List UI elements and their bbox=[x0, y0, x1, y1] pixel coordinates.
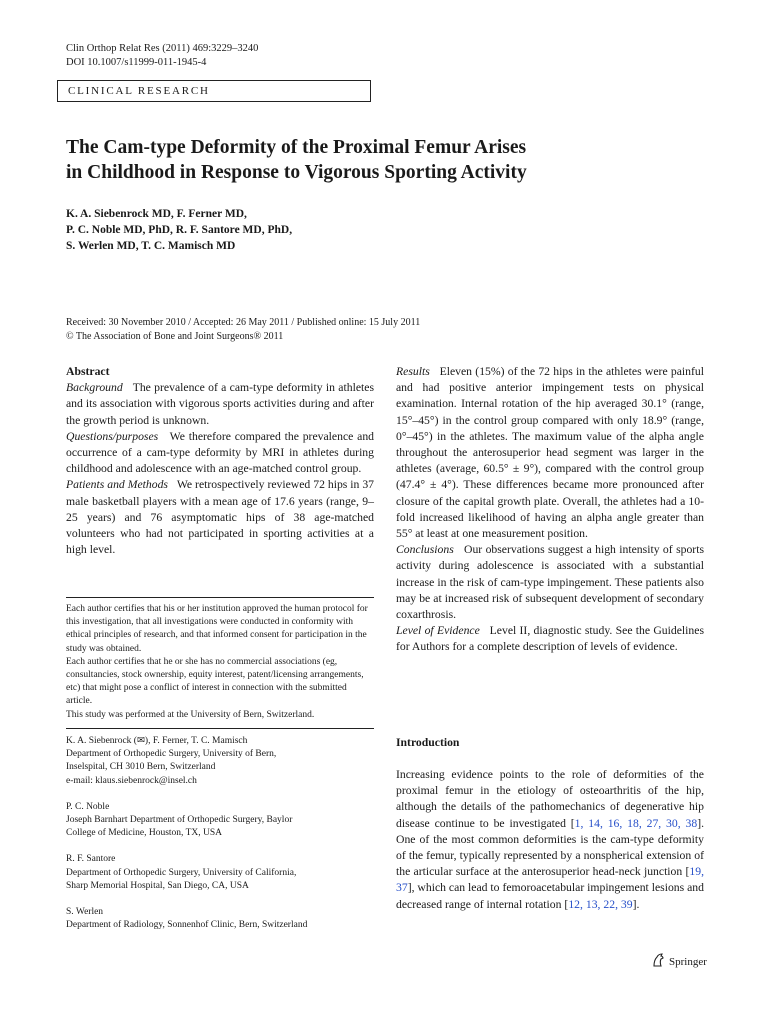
footnote-site: This study was performed at the University of Bern, Switzerland. bbox=[66, 709, 315, 720]
footnote-irb: Each author certifies that his or her institution approved the human protocol for this investigation, that all investigations were conducted in conformity with ethical principles of research, and that informed consent for participation in the study was obtained. bbox=[66, 604, 368, 654]
results-label: Results bbox=[396, 365, 430, 378]
affiliation-line: Inselspital, CH 3010 Bern, Switzerland bbox=[66, 762, 216, 773]
affiliation-divider bbox=[66, 728, 374, 729]
questions-label: Questions/purposes bbox=[66, 429, 159, 443]
author-line: P. C. Noble MD, PhD, R. F. Santore MD, PhD, bbox=[66, 224, 293, 236]
introduction-heading: Introduction bbox=[396, 736, 460, 749]
publication-history bbox=[66, 316, 706, 343]
article-title bbox=[66, 135, 706, 185]
author-list bbox=[66, 206, 706, 254]
intro-text-part: Increasing evidence points to the role of deformities of the proximal femur in the etiology of osteoarthritis of the hip, although the details of the pathomechanics of degenerative hip disease continue to be investigated [ bbox=[396, 768, 704, 830]
title-line: The Cam-type Deformity of the Proximal Femur Arises bbox=[66, 137, 527, 158]
background-label: Background bbox=[66, 381, 123, 395]
questions-text: We therefore compared the prevalence and occurrence of a cam-type deformity by MRI in athletes during childhood and adolescence with an age-matched control group. bbox=[66, 429, 375, 476]
abstract-methods bbox=[66, 477, 374, 558]
methods-text: We retrospectively reviewed 72 hips in 37 male basketball players with a mean age of 17.6 years (range, 9–25 years) and 76 asymptomatic hips of 38 age-matched volunteers who had not participated in sporting activities at a high level. bbox=[66, 478, 375, 557]
title-line: in Childhood in Response to Vigorous Sporting Activity bbox=[66, 162, 527, 183]
affiliation-line: S. Werlen bbox=[66, 907, 104, 918]
footnote-coi: Each author certifies that he or she has no commercial associations (eg, consultancies, stock ownership, equity interest, patent/licensing arrangements, etc) that might pose a conflict of interest in connection with the submitted article. bbox=[66, 656, 364, 707]
footnote-divider bbox=[66, 597, 374, 598]
journal-citation: Clin Orthop Relat Res (2011) 469:3229–3240 bbox=[66, 43, 259, 54]
springer-horse-icon bbox=[650, 952, 666, 971]
evidence-text: Level II, diagnostic study. See the Guidelines for Authors for a complete description of levels of evidence. bbox=[396, 624, 704, 654]
affiliation-block bbox=[66, 853, 374, 893]
author-line: K. A. Siebenrock MD, F. Ferner MD, bbox=[66, 208, 247, 220]
results-text: Eleven (15%) of the 72 hips in the athletes were painful and had positive anterior impingement tests on physical examination. Internal rotation of the hip averaged 30.1° (range, 15°–45°) in the control group compared with only 18.9° (range, 0°–45°) in the athletes. The maximum value of the alpha angle throughout the anterosuperior head segment was larger in the athletes (average, 60.5° ± 9°), compared with the control group (47.4° ± 4°). These differences became more pronounced after closure of the capital growth plate. Overall, the athletes had a 10-fold increased likelihood of having an alpha angle greater than 55° at least at one measurement position. bbox=[396, 365, 705, 541]
abstract-background bbox=[66, 380, 374, 429]
intro-text-part: ], which can lead to femoroacetabular impingement lesions and decreased range of internal rotation [ bbox=[396, 881, 704, 911]
citation-link[interactable]: 1, 14, 16, 18, 27, 30, 38 bbox=[574, 816, 698, 830]
citation-link[interactable]: 19, 37 bbox=[396, 865, 704, 895]
affiliation-line: Sharp Memorial Hospital, San Diego, CA, USA bbox=[66, 880, 249, 891]
intro-text-part: ]. bbox=[632, 897, 640, 911]
citation-link[interactable]: 12, 13, 22, 39 bbox=[568, 897, 633, 911]
methods-label: Patients and Methods bbox=[66, 478, 168, 492]
footnotes bbox=[66, 603, 374, 722]
abstract-right-column bbox=[396, 364, 704, 656]
abstract-results bbox=[396, 364, 704, 542]
abstract-left-column bbox=[66, 364, 374, 558]
background-text: The prevalence of a cam-type deformity in athletes and its association with vigorous sports activities during and after the growth period is unknown. bbox=[66, 381, 375, 427]
affiliation-line: Joseph Barnhart Department of Orthopedic Surgery, Baylor bbox=[66, 815, 293, 826]
evidence-label: Level of Evidence bbox=[396, 624, 480, 638]
affiliation-line: Department of Orthopedic Surgery, University of California, bbox=[66, 867, 297, 878]
doi: DOI 10.1007/s11999-011-1945-4 bbox=[66, 57, 207, 68]
publisher-name: Springer bbox=[669, 955, 707, 968]
received-dates: Received: 30 November 2010 / Accepted: 26 May 2011 / Published online: 15 July 2011 bbox=[66, 317, 421, 328]
affiliation-block bbox=[66, 801, 374, 841]
section-label: CLINICAL RESEARCH bbox=[57, 80, 371, 102]
intro-text-part: ]. One of the most common deformities is the cam-type deformity of the femur, typically represented by a nonspherical extension of the articular surface at the anterosuperior head-neck junction [ bbox=[396, 816, 705, 879]
copyright: © The Association of Bone and Joint Surgeons® 2011 bbox=[66, 330, 284, 342]
abstract-questions bbox=[66, 429, 374, 478]
affiliations bbox=[66, 735, 374, 945]
introduction-text bbox=[396, 767, 704, 913]
affiliation-block bbox=[66, 735, 374, 788]
abstract-evidence bbox=[396, 623, 704, 655]
abstract-heading: Abstract bbox=[66, 365, 110, 378]
affiliation-line: K. A. Siebenrock (✉), F. Ferner, T. C. Mamisch bbox=[66, 736, 248, 746]
affiliation-block bbox=[66, 906, 374, 932]
email-link[interactable]: e-mail: klaus.siebenrock@insel.ch bbox=[66, 775, 197, 786]
abstract-conclusions bbox=[396, 542, 704, 623]
affiliation-line: P. C. Noble bbox=[66, 801, 110, 812]
affiliation-line: College of Medicine, Houston, TX, USA bbox=[66, 828, 223, 839]
journal-meta bbox=[66, 42, 258, 70]
publisher-mark bbox=[650, 952, 707, 971]
affiliation-line: Department of Orthopedic Surgery, University of Bern, bbox=[66, 749, 277, 760]
affiliation-line: R. F. Santore bbox=[66, 854, 116, 865]
conclusions-label: Conclusions bbox=[396, 543, 454, 557]
author-line: S. Werlen MD, T. C. Mamisch MD bbox=[66, 240, 236, 252]
conclusions-text: Our observations suggest a high intensity of sports activity during adolescence is associated with a substantial increase in the risk of cam-type impingement. These patients also may be at increased risk of subsequent development of secondary coxarthrosis. bbox=[396, 543, 704, 622]
affiliation-line: Department of Radiology, Sonnenhof Clinic, Bern, Switzerland bbox=[66, 920, 308, 931]
